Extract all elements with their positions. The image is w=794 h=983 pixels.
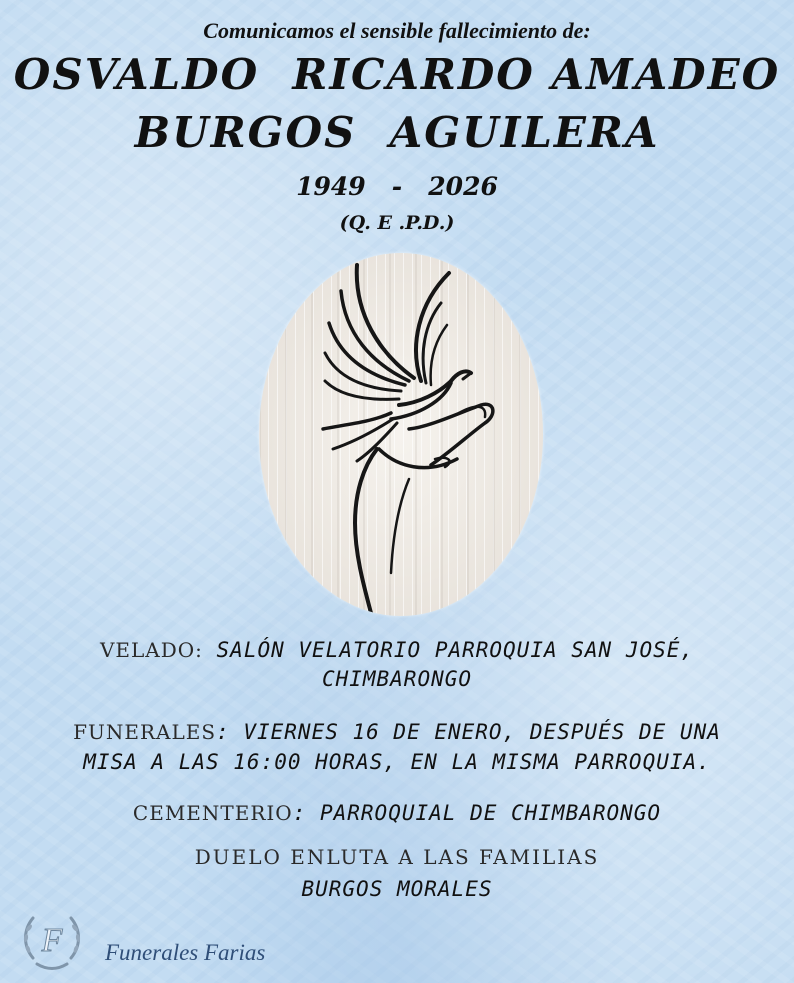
deceased-name-line1: OSVALDO RICARDO AMADEO bbox=[13, 50, 781, 99]
velado-line bbox=[0, 638, 794, 662]
funerales-label: FUNERALES bbox=[73, 720, 217, 744]
funerales-line bbox=[0, 720, 794, 744]
intro-text: Comunicamos el sensible fallecimiento de: bbox=[203, 18, 591, 43]
velado-value: SALÓN VELATORIO PARROQUIA SAN JOSÉ, bbox=[216, 638, 695, 662]
logo-letter: F bbox=[41, 922, 63, 959]
deceased-name-line2: BURGOS AGUILERA bbox=[134, 108, 660, 157]
funerales-value-line2: MISA A LAS 16:00 HORAS, EN LA MISMA PARROQUIA. bbox=[83, 750, 711, 774]
familias-text: BURGOS MORALES bbox=[301, 877, 493, 901]
qepd-text: (Q. E .P.D.) bbox=[339, 212, 455, 234]
cementerio-label: CEMENTERIO bbox=[132, 801, 293, 825]
cementerio-value: : PARROQUIAL DE CHIMBARONGO bbox=[292, 801, 662, 825]
dove-hand-icon bbox=[259, 253, 543, 616]
funeral-home-name: Funerales Farias bbox=[105, 940, 266, 965]
dove-hand-image bbox=[259, 253, 543, 616]
duelo-text: DUELO ENLUTA A LAS FAMILIAS bbox=[194, 845, 600, 869]
laurel-icon bbox=[19, 908, 85, 972]
funerales-value: : VIERNES 16 DE ENERO, DESPUÉS DE UNA bbox=[216, 720, 721, 744]
funeral-home-logo bbox=[19, 908, 85, 972]
life-dates: 1949 - 2026 bbox=[296, 172, 498, 201]
cementerio-line bbox=[0, 801, 794, 825]
velado-label: VELADO: bbox=[99, 638, 203, 662]
velado-value-line2: CHIMBARONGO bbox=[321, 667, 473, 691]
